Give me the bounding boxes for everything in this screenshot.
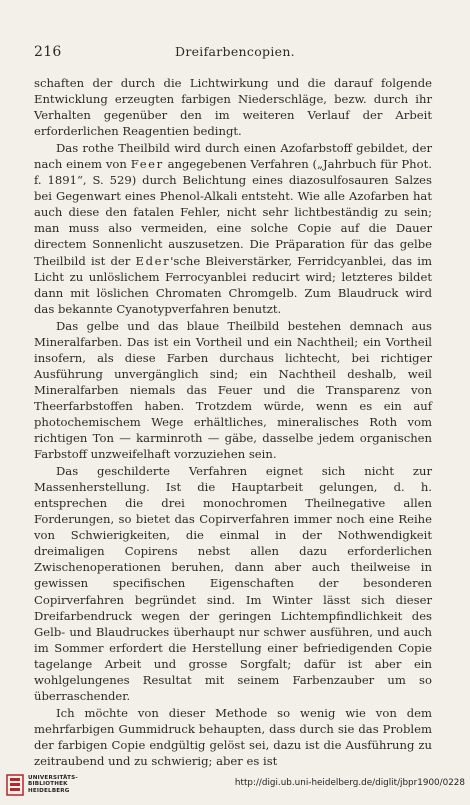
paragraph-2-text-b: angegebenen Verfahren („Jahrbuch für Phot. f. 1891“, S. 529) durch Belichtung eines diazosulfosauren Salzes bei Gegenwart eines Phenol-Alkali entsteht. Wie alle Azofarben hat auch diese den fatalen Fehler, nicht sehr lichtbeständig zu sein; man muss also vermeiden, eine solche Copie auf die Dauer directem Sonnenlicht auszusetzen. Die Präparation für das gelbe Theilbild ist der [34, 157, 432, 268]
author-name-feer: Feer [130, 157, 164, 172]
author-name-eder: Eder [135, 253, 171, 268]
library-logo[interactable] [6, 772, 90, 800]
paragraph-1: schaften der durch die Lichtwirkung und die darauf folgende Entwicklung erzeugten farbigen Niederschläge, bezw. durch ihr Verhalten gegenüber den im weiteren Verlauf der Arbeit erforderlichen Reagentien bedingt. [34, 76, 432, 139]
page-header [34, 44, 436, 64]
paragraph-3: Das gelbe und das blaue Theilbild bestehen demnach aus Mineralfarben. Das ist ein Vortheil und ein Nachtheil; ein Vortheil insofern, als diese Farben durchaus lichtecht, bei richtiger Ausführung unvergänglich sind; ein Nachtheil deshalb, weil Mineralfarben niemals das Feuer und die Transparenz von Theerfarbstoffen haben. Trotzdem würde, wenn es ein auf photochemischem Wege erhältliches, mineralisches Roth vom richtigen Ton — karminroth — gäbe, dasselbe jedem organischen Farbstoff unzweifelhaft vorzuziehen sein. [34, 318, 432, 462]
digitization-footer [0, 770, 470, 805]
body-text [34, 75, 432, 770]
library-name-line-1: UNIVERSITÄTS- [28, 775, 78, 781]
paragraph-5: Ich möchte von dieser Methode so wenig wie von dem mehrfarbigen Gummidruck behaupten, dass durch sie das Problem der farbigen Copie endgültig gelöst sei, dazu ist die Ausführung zu zeitraubend und zu schwierig; aber es ist [34, 705, 432, 768]
running-title: Dreifarbencopien. [175, 44, 295, 59]
paragraph-2-text-a: Das rothe Theilbild wird durch einen Azofarbstoff gebildet, der nach einem von [34, 141, 432, 172]
page-number: 216 [34, 44, 62, 60]
library-seal-icon [6, 774, 24, 796]
library-name-line-3: HEIDELBERG [28, 787, 70, 794]
library-name-line-2: BIBLIOTHEK [28, 781, 68, 788]
permalink-url[interactable]: http://digi.ub.uni-heidelberg.de/diglit/jbpr1900/0228 [234, 778, 465, 788]
library-name [28, 775, 78, 794]
paragraph-2 [34, 140, 432, 317]
paragraph-2-text-c: 'sche Bleiverstärker, Ferridcyanblei, das im Licht zu unlöslichem Ferrocyanblei reducirt wird; letzteres bildet dann mit löslichen Chromaten Chromgelb. Zum Blaudruck wird das bekannte Cyanotypverfahren benutzt. [34, 253, 432, 316]
paragraph-4: Das geschilderte Verfahren eignet sich nicht zur Massenherstellung. Ist die Hauptarbeit gelungen, d. h. entsprechen die drei monochromen Theilnegative allen Forderungen, so bietet das Copirverfahren immer noch eine Reihe von Schwierigkeiten, die einmal in der Nothwendigkeit dreimaligen Copirens nebst allen dazu erforderlichen Zwischenoperationen beruhen, dann aber auch theilweise in gewissen specifischen Eigenschaften der besonderen Copirverfahren begründet sind. Im Winter lässt sich dieser Dreifarbendruck wegen der geringen Lichtempfindlichkeit des Gelb- und Blaudruckes überhaupt nur schwer ausführen, und auch im Sommer erfordert die Herstellung einer befriedigenden Copie tagelange Arbeit und grosse Sorgfalt; dafür ist aber ein wohlgelungenes Resultat mit seinem Farbenzauber um so überraschender. [34, 464, 432, 703]
